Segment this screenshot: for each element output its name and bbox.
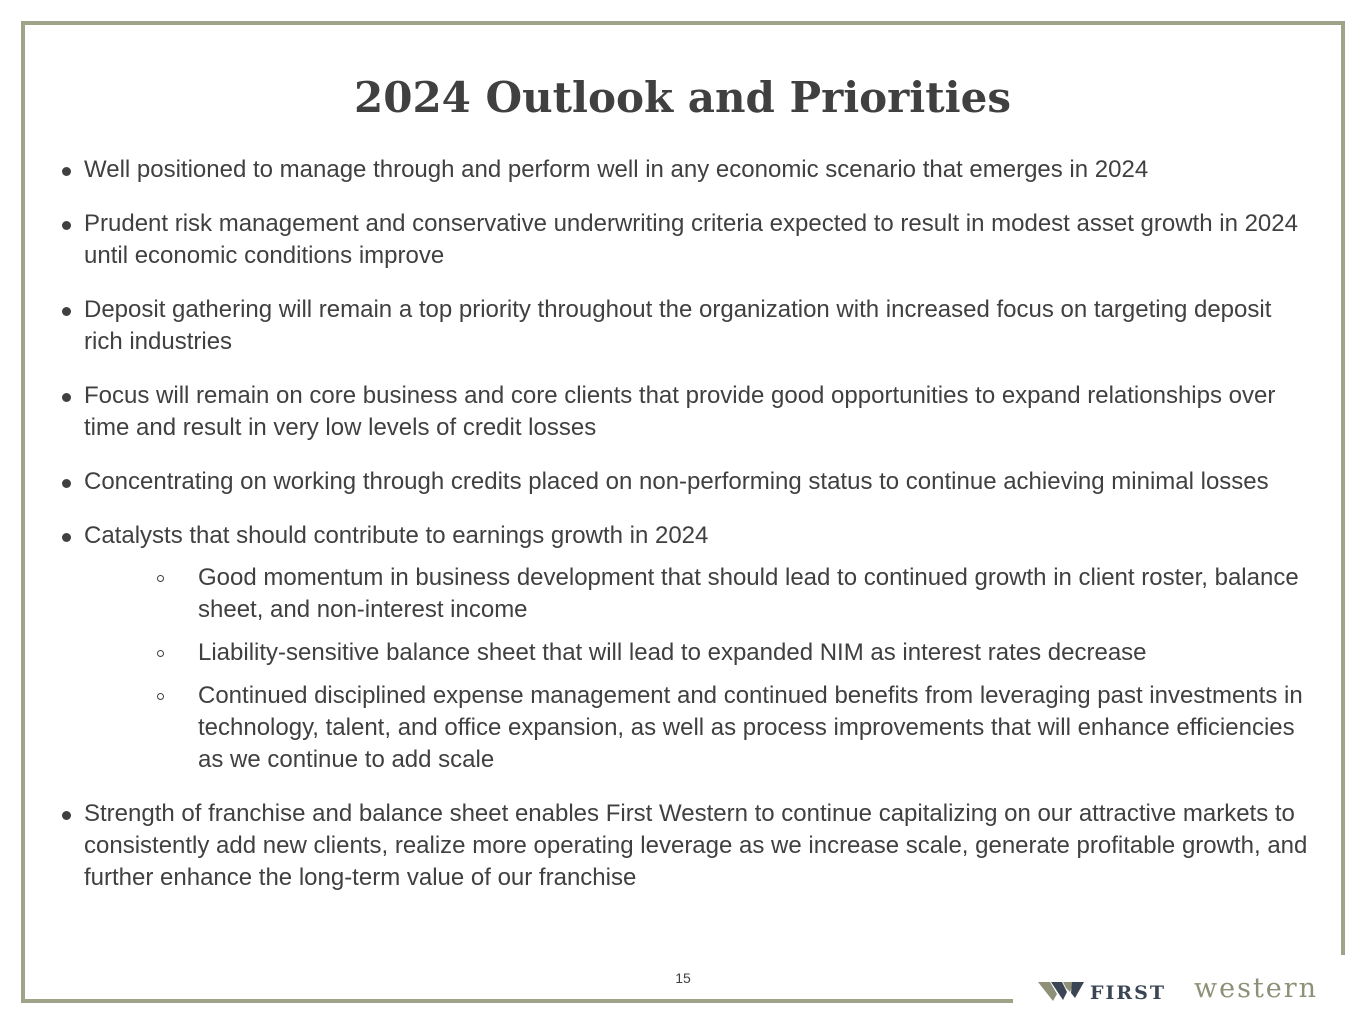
- sub-bullet-text: Continued disciplined expense management and continued benefits from leveraging past investments in technology, talent, and office expansion, as well as process improvements that will enhance efficiencies as we continue to add scale: [198, 682, 1303, 773]
- bullet-dot-icon: [62, 221, 71, 230]
- sub-bullet-item: [84, 680, 1312, 776]
- bullet-item: [56, 154, 1312, 186]
- sub-bullet-item: [84, 637, 1312, 669]
- sub-bullet-text: Liability-sensitive balance sheet that will lead to expanded NIM as interest rates decrease: [198, 639, 1147, 666]
- bullet-text: Focus will remain on core business and core clients that provide good opportunities to expand relationships over time and result in very low levels of credit losses: [84, 382, 1276, 441]
- bullet-item-catalysts: [56, 520, 1312, 776]
- bullet-text: Deposit gathering will remain a top priority throughout the organization with increased focus on targeting deposit rich industries: [84, 296, 1272, 355]
- slide-frame-top: [21, 21, 1345, 25]
- first-western-logo: [1038, 973, 1348, 1010]
- first-western-w-mark-icon: [1038, 980, 1084, 1002]
- slide-frame-bottom: [21, 999, 1013, 1003]
- slide-frame-right: [1341, 21, 1345, 955]
- logo-text-first: FIRST: [1090, 982, 1167, 1004]
- bullet-item: [56, 380, 1312, 444]
- bullet-dot-icon: [62, 533, 71, 542]
- bullet-item: [56, 466, 1312, 498]
- bullet-text: Catalysts that should contribute to earnings growth in 2024: [84, 522, 709, 549]
- hollow-circle-bullet-icon: [157, 693, 164, 700]
- bullet-list: [56, 154, 1312, 916]
- bullet-text: Prudent risk management and conservative underwriting criteria expected to result in modest asset growth in 2024 until economic conditions improve: [84, 210, 1298, 269]
- bullet-text: Strength of franchise and balance sheet enables First Western to continue capitalizing on our attractive markets to consistently add new clients, realize more operating leverage as we increase scale, generate profitable growth, and further enhance the long-term value of our franchise: [84, 800, 1308, 891]
- bullet-dot-icon: [62, 167, 71, 176]
- sub-bullet-text: Good momentum in business development that should lead to continued growth in client roster, balance sheet, and non-interest income: [198, 564, 1299, 623]
- bullet-dot-icon: [62, 811, 71, 820]
- hollow-circle-bullet-icon: [157, 650, 164, 657]
- slide-title: 2024 Outlook and Priorities: [354, 73, 1011, 122]
- bullet-text: Concentrating on working through credits placed on non-performing status to continue achieving minimal losses: [84, 468, 1269, 495]
- bullet-dot-icon: [62, 307, 71, 316]
- bullet-text: Well positioned to manage through and perform well in any economic scenario that emerges in 2024: [84, 156, 1149, 183]
- bullet-dot-icon: [62, 393, 71, 402]
- slide-frame-left: [21, 21, 25, 1003]
- bullet-dot-icon: [62, 479, 71, 488]
- sub-bullet-list: [84, 562, 1312, 776]
- page-number: 15: [675, 970, 691, 986]
- logo-text-western: western: [1194, 973, 1319, 1004]
- bullet-item: [56, 798, 1312, 894]
- bullet-item: [56, 294, 1312, 358]
- bullet-item: [56, 208, 1312, 272]
- sub-bullet-item: [84, 562, 1312, 626]
- hollow-circle-bullet-icon: [157, 575, 164, 582]
